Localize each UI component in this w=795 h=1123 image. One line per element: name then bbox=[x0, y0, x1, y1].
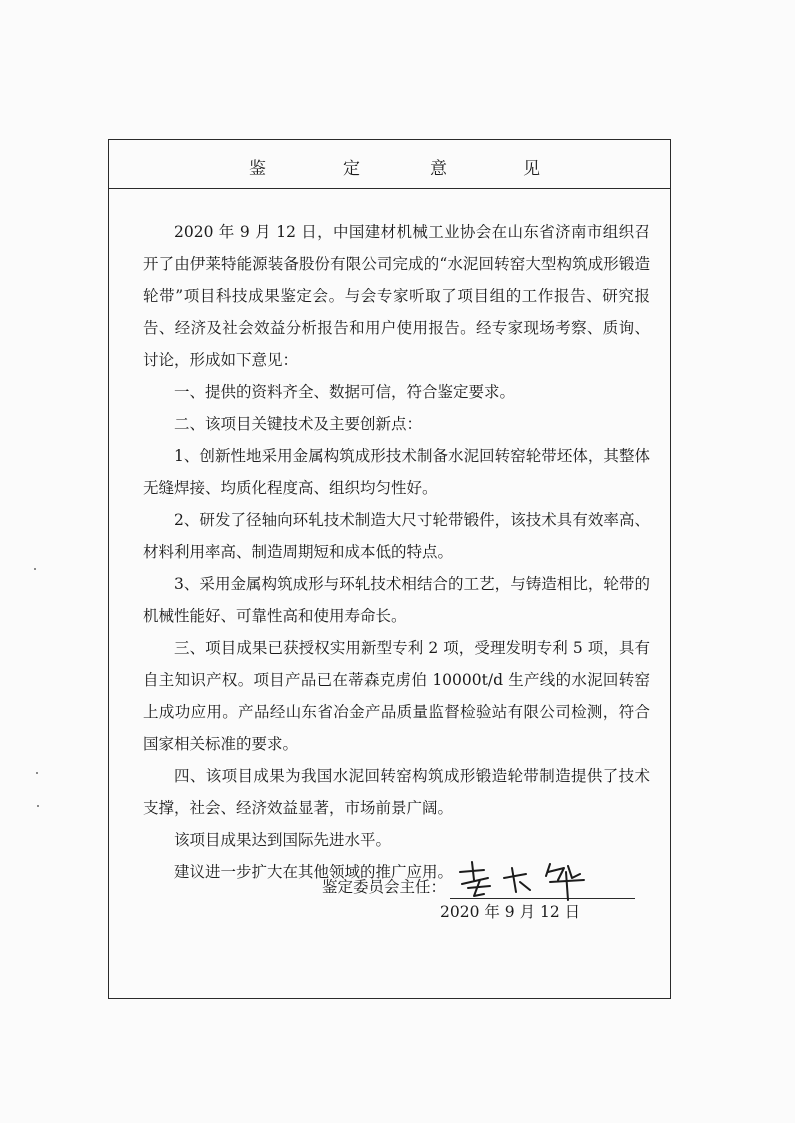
header-char-2: 定 bbox=[343, 159, 360, 179]
paragraph-point-1: 一、提供的资料齐全、数据可信，符合鉴定要求。 bbox=[174, 383, 516, 401]
scan-speck bbox=[36, 772, 38, 774]
paragraph-point-2: 二、该项目关键技术及主要创新点： bbox=[174, 415, 423, 433]
signature-line bbox=[322, 862, 635, 899]
signature-scribble bbox=[454, 858, 604, 902]
document-frame bbox=[108, 139, 671, 999]
paragraph-innovation-1: 1、创新性地采用金属构筑成形技术制备水泥回转窑轮带坯体，其整体无缝焊接、均质化程度高、组织均匀性好。 bbox=[143, 447, 650, 497]
header-char-1: 鉴 bbox=[249, 159, 266, 179]
header-char-3: 意 bbox=[430, 159, 447, 179]
opinion-body bbox=[143, 216, 650, 888]
paragraph-innovation-2: 2、研发了径轴向环轧技术制造大尺寸轮带锻件，该技术具有效率高、材料利用率高、制造周期短和成本低的特点。 bbox=[143, 511, 650, 561]
handwritten-signature bbox=[450, 862, 635, 899]
paragraph-point-3: 三、项目成果已获授权实用新型专利 2 项，受理发明专利 5 项，具有自主知识产权。项目产品已在蒂森克虏伯 10000t/d 生产线的水泥回转窑上成功应用。产品经山东省冶金产品质量监督检验站有限公司检测，符合国家相关标准的要求。 bbox=[143, 639, 650, 753]
paragraph-point-4: 四、该项目成果为我国水泥回转窑构筑成形锻造轮带制造提供了技术支撑，社会、经济效益显著，市场前景广阔。 bbox=[143, 767, 650, 817]
scan-speck bbox=[34, 568, 36, 570]
paragraph-conclusion: 该项目成果达到国际先进水平。 bbox=[174, 831, 392, 849]
scan-speck bbox=[37, 805, 39, 807]
signature-date: 2020 年 9 月 12 日 bbox=[440, 903, 581, 921]
paragraph-recommendation: 建议进一步扩大在其他领域的推广应用。 bbox=[174, 863, 454, 881]
paragraph-innovation-3: 3、采用金属构筑成形与环轧技术相结合的工艺，与铸造相比，轮带的机械性能好、可靠性高和使用寿命长。 bbox=[143, 575, 650, 625]
signature-label: 鉴定委员会主任： bbox=[322, 878, 447, 896]
paragraph-intro: 2020 年 9 月 12 日，中国建材机械工业协会在山东省济南市组织召开了由伊莱特能源装备股份有限公司完成的“水泥回转窑大型构筑成形锻造轮带”项目科技成果鉴定会。与会专家听取了项目组的工作报告、研究报告、经济及社会效益分析报告和用户使用报告。经专家现场考察、质询、讨论，形成如下意见： bbox=[143, 223, 650, 369]
header-char-4: 见 bbox=[523, 159, 540, 179]
header-row bbox=[109, 140, 670, 189]
